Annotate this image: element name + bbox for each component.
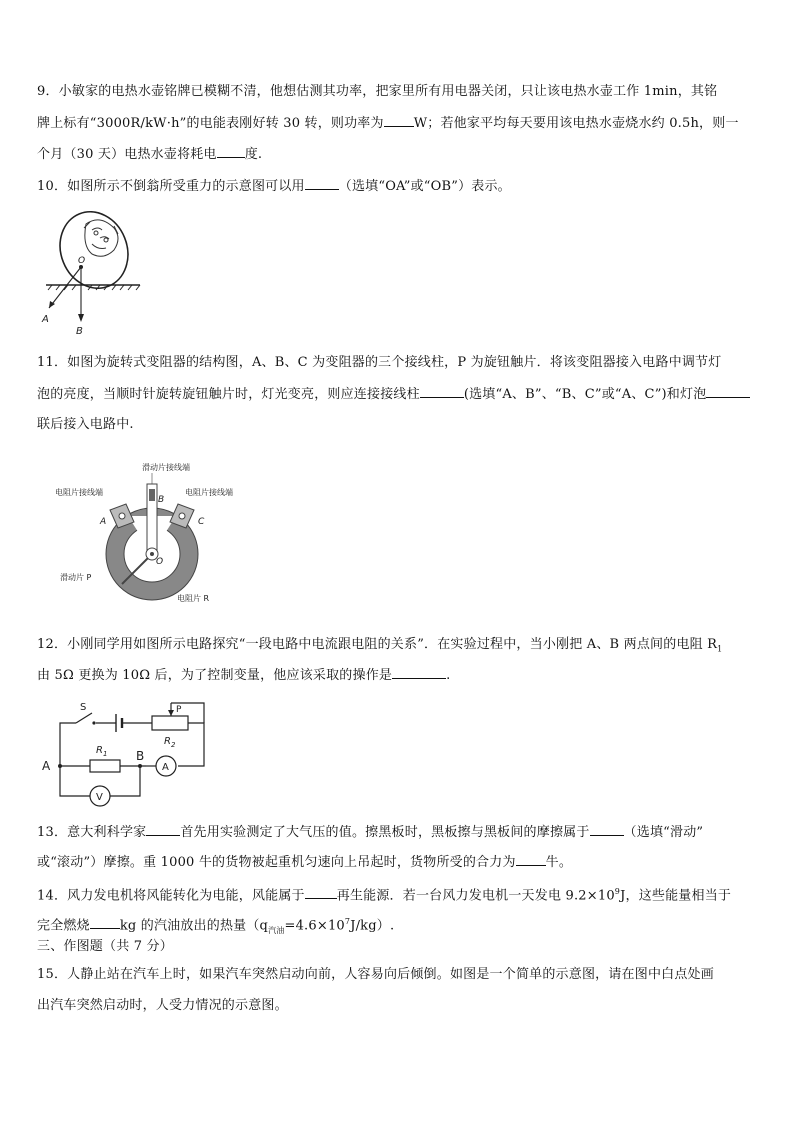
q9-blank-energy (217, 145, 245, 158)
q10-text-1a: 10．如图所示不倒翁所受重力的示意图可以用 (37, 179, 305, 194)
q12-text-2b: . (446, 668, 451, 683)
q15-line-2 (37, 997, 288, 1015)
q9-text-3b: 度. (244, 147, 263, 162)
q11-text-3: 联后接入电路中. (37, 417, 134, 432)
q15-text-1: 15．人静止站在汽车上时，如果汽车突然启动向前，人容易向后倾倒。如图是一个简单的示意图，请在图中白点处画 (37, 967, 714, 982)
q9-line-3 (37, 145, 262, 164)
q10-blank (305, 177, 339, 190)
voltmeter-label: V (96, 792, 103, 803)
q14-text-2d: J/kg）. (350, 918, 395, 934)
q12-text-1: 12．小刚同学用如图所示电路探究“一段电路中电流跟电阻的关系”．在实验过程中，当小刚把 A、B 两点间的电阻 R (37, 637, 718, 652)
label-resistor: 电阻片 R (177, 594, 210, 603)
circuit-wires (60, 703, 204, 806)
q11-text-2a: 泡的亮度，当顺时针旋转旋钮触片时，灯光变亮，则应连接接线柱 (37, 387, 420, 402)
q12-line-2 (37, 666, 450, 685)
q13-text-2b: 牛。 (545, 855, 573, 870)
q10-line-1 (37, 177, 511, 196)
label-o: O (156, 557, 164, 567)
q12-line-1: 12．小刚同学用如图所示电路探究“一段电路中电流跟电阻的关系”．在实验过程中，当小刚把 A、B 两点间的电阻 $R_1$ (37, 637, 723, 654)
q11-line-3 (37, 416, 134, 434)
q13-text-1b: 首先用实验测定了大气压的值。擦黑板时，黑板擦与黑板间的摩擦属于 (180, 825, 590, 840)
label-left-terminal: 电阻片接线端 (55, 488, 103, 497)
q10-text-1b: （选填“OA”或“OB”）表示。 (338, 179, 511, 194)
q14-text-1b: 再生能源．若一台风力发电机一天发电 9.2×10 (336, 888, 615, 904)
q11-line-1 (37, 354, 721, 372)
q15-text-2: 出汽车突然启动时，人受力情况的示意图。 (37, 998, 288, 1013)
label-right-terminal: 电阻片接线端 (185, 488, 233, 497)
q9-blank-power (384, 114, 414, 127)
label-r1: $R_1$ (96, 745, 108, 758)
label-node-a: A (42, 759, 51, 773)
q13-text-1a: 13．意大利科学家 (37, 825, 147, 840)
q14-text-1a: 14．风力发电机将风能转化为电能，风能属于 (37, 888, 305, 904)
q14-line-1: 14．风力发电机将风能转化为电能，风能属于 再生能源．若一台风力发电机一天发电 $9.2\times 10^9J$，这些能量相当于 (37, 887, 732, 904)
q14-text-2b: kg 的汽油放出的热量（q (119, 918, 269, 934)
arrow-oa (49, 267, 81, 308)
q9-line-2 (37, 114, 739, 133)
q11-text-2b: (选填“A、B”、“B、C”或“A、C”)和灯泡 (463, 387, 707, 402)
node-b (138, 764, 142, 768)
q13-text-1c: （选填“滑动” (623, 825, 704, 840)
q14-blank-renewable (305, 886, 337, 899)
arrowhead-b (78, 314, 84, 322)
section-3-heading: 三、作图题（共 7 分） (37, 939, 173, 954)
label-c: C (198, 517, 205, 527)
q14-text-2a: 完全燃烧 (37, 918, 90, 934)
ammeter-label: A (162, 762, 169, 773)
rheostat-slider-arrow (168, 710, 174, 716)
q13-blank-friction (590, 823, 624, 836)
q11-line-2 (37, 385, 750, 404)
label-node-b: B (136, 749, 145, 763)
rheostat-figure (50, 458, 260, 608)
q13-blank-force (516, 853, 546, 866)
label-p: P (176, 705, 182, 715)
label-switch: S (80, 702, 87, 713)
q11-blank-terminals (420, 385, 464, 398)
tumbler-figure (36, 204, 148, 336)
q12-blank (392, 666, 446, 679)
q9-line-1 (37, 83, 717, 101)
circuit-figure (38, 698, 218, 808)
label-r2: $R_2$ (164, 736, 176, 749)
q15-line-1 (37, 966, 714, 984)
q9-text-1: 9．小敏家的电热水壶铭牌已模糊不清，他想估测其功率，把家里所有用电器关闭，只让该电热水壶工作 1min，其铭 (37, 84, 718, 99)
q14-blank-mass (90, 916, 120, 929)
q13-text-2a: 或“滚动”）摩擦。重 1000 牛的货物被起重机匀速向上吊起时，货物所受的合力为 (37, 855, 516, 870)
label-a: A (100, 517, 107, 527)
q14-text-2c: =4.6×10 (284, 918, 345, 934)
q11-text-1: 11．如图为旋转式变阻器的结构图，A、B、C 为变阻器的三个接线柱，P 为旋钮触片．将该变阻器接入电路中调节灯 (37, 355, 722, 370)
switch-contact (92, 721, 95, 724)
q13-line-1 (37, 823, 703, 842)
q9-text-2b: W；若他家平均每天要用该电热水壶烧水约 0.5h，则一 (413, 116, 739, 131)
q9-text-3a: 个月（30 天）电热水壶将耗电 (37, 147, 217, 162)
node-a (58, 764, 62, 768)
slider-terminal-b (149, 489, 155, 501)
q13-line-2 (37, 853, 572, 872)
label-o: O (78, 256, 86, 266)
label-b: B (158, 495, 165, 505)
label-slider-terminal: 滑动片接线端 (142, 463, 190, 472)
label-slider: 滑动片 P (60, 573, 92, 582)
q11-blank-connection (706, 385, 750, 398)
q13-blank-scientist (146, 823, 180, 836)
label-a: A (42, 314, 49, 325)
q9-text-2a: 牌上标有“3000R/kW·h”的电能表刚好转 30 转，则功率为 (37, 116, 384, 131)
q12-text-2a: 由 5Ω 更换为 10Ω 后，为了控制变量，他应该采取的操作是 (37, 668, 393, 683)
q14-line-2: 完全燃烧 kg 的汽油放出的热量$(q_{汽油}=4.6\times 10^7J/kg)$. (37, 917, 395, 935)
label-b: B (76, 326, 83, 336)
q14-text-1c: J，这些能量相当于 (620, 888, 732, 904)
